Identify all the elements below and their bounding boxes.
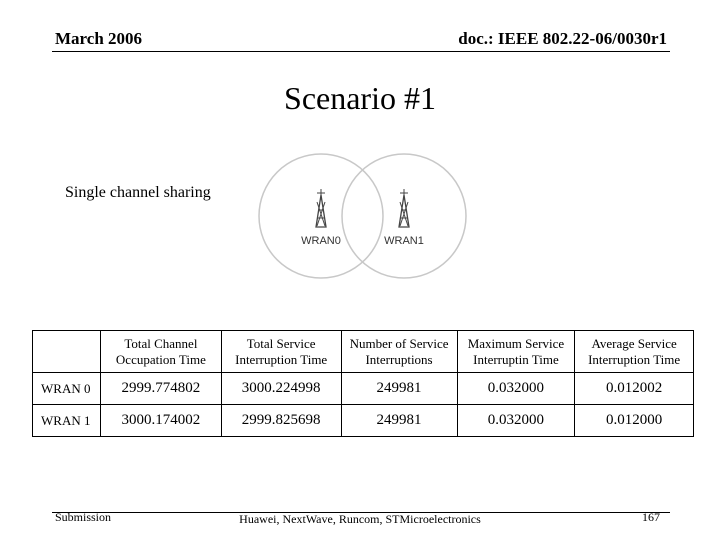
- column-header: Maximum Service Interruptin Time: [457, 331, 575, 373]
- table-cell: 3000.174002: [101, 405, 222, 437]
- row-label: WRAN 0: [33, 373, 101, 405]
- header-doc-id: doc.: IEEE 802.22-06/0030r1: [458, 29, 667, 48]
- table-cell: 0.012002: [575, 373, 694, 405]
- table-header-row: [33, 331, 694, 373]
- footer-submission: Submission: [55, 510, 112, 524]
- row-label: WRAN 1: [33, 405, 101, 437]
- results-table: [32, 330, 694, 437]
- table-corner-cell: [33, 331, 101, 373]
- header-date: March 2006: [55, 29, 143, 48]
- column-header: Total Channel Occupation Time: [101, 331, 222, 373]
- table-row: [33, 405, 694, 437]
- column-header: Average Service Interruption Time: [575, 331, 694, 373]
- coverage-diagram: [258, 150, 470, 282]
- table-cell: 2999.774802: [101, 373, 222, 405]
- table-cell: 0.012000: [575, 405, 694, 437]
- column-header: Number of Service Interruptions: [341, 331, 457, 373]
- wran0-coverage-circle: [259, 154, 383, 278]
- table-cell: 249981: [341, 405, 457, 437]
- page-number: 167: [642, 510, 660, 524]
- table-cell: 3000.224998: [221, 373, 341, 405]
- wran1-label: WRAN1: [384, 235, 424, 247]
- table-row: [33, 373, 694, 405]
- header-rule: [52, 51, 670, 52]
- column-header: Total Service Interruption Time: [221, 331, 341, 373]
- table-cell: 249981: [341, 373, 457, 405]
- wran0-label: WRAN0: [301, 235, 341, 247]
- wran0-tower-icon: [316, 189, 326, 227]
- table-cell: 0.032000: [457, 373, 575, 405]
- slide-title: Scenario #1: [284, 80, 436, 116]
- table-cell: 0.032000: [457, 405, 575, 437]
- slide-subtitle: Single channel sharing: [65, 184, 211, 201]
- wran1-coverage-circle: [342, 154, 466, 278]
- footer-authors: Huawei, NextWave, Runcom, STMicroelectronics: [239, 512, 481, 526]
- wran1-tower-icon: [399, 189, 409, 227]
- table-cell: 2999.825698: [221, 405, 341, 437]
